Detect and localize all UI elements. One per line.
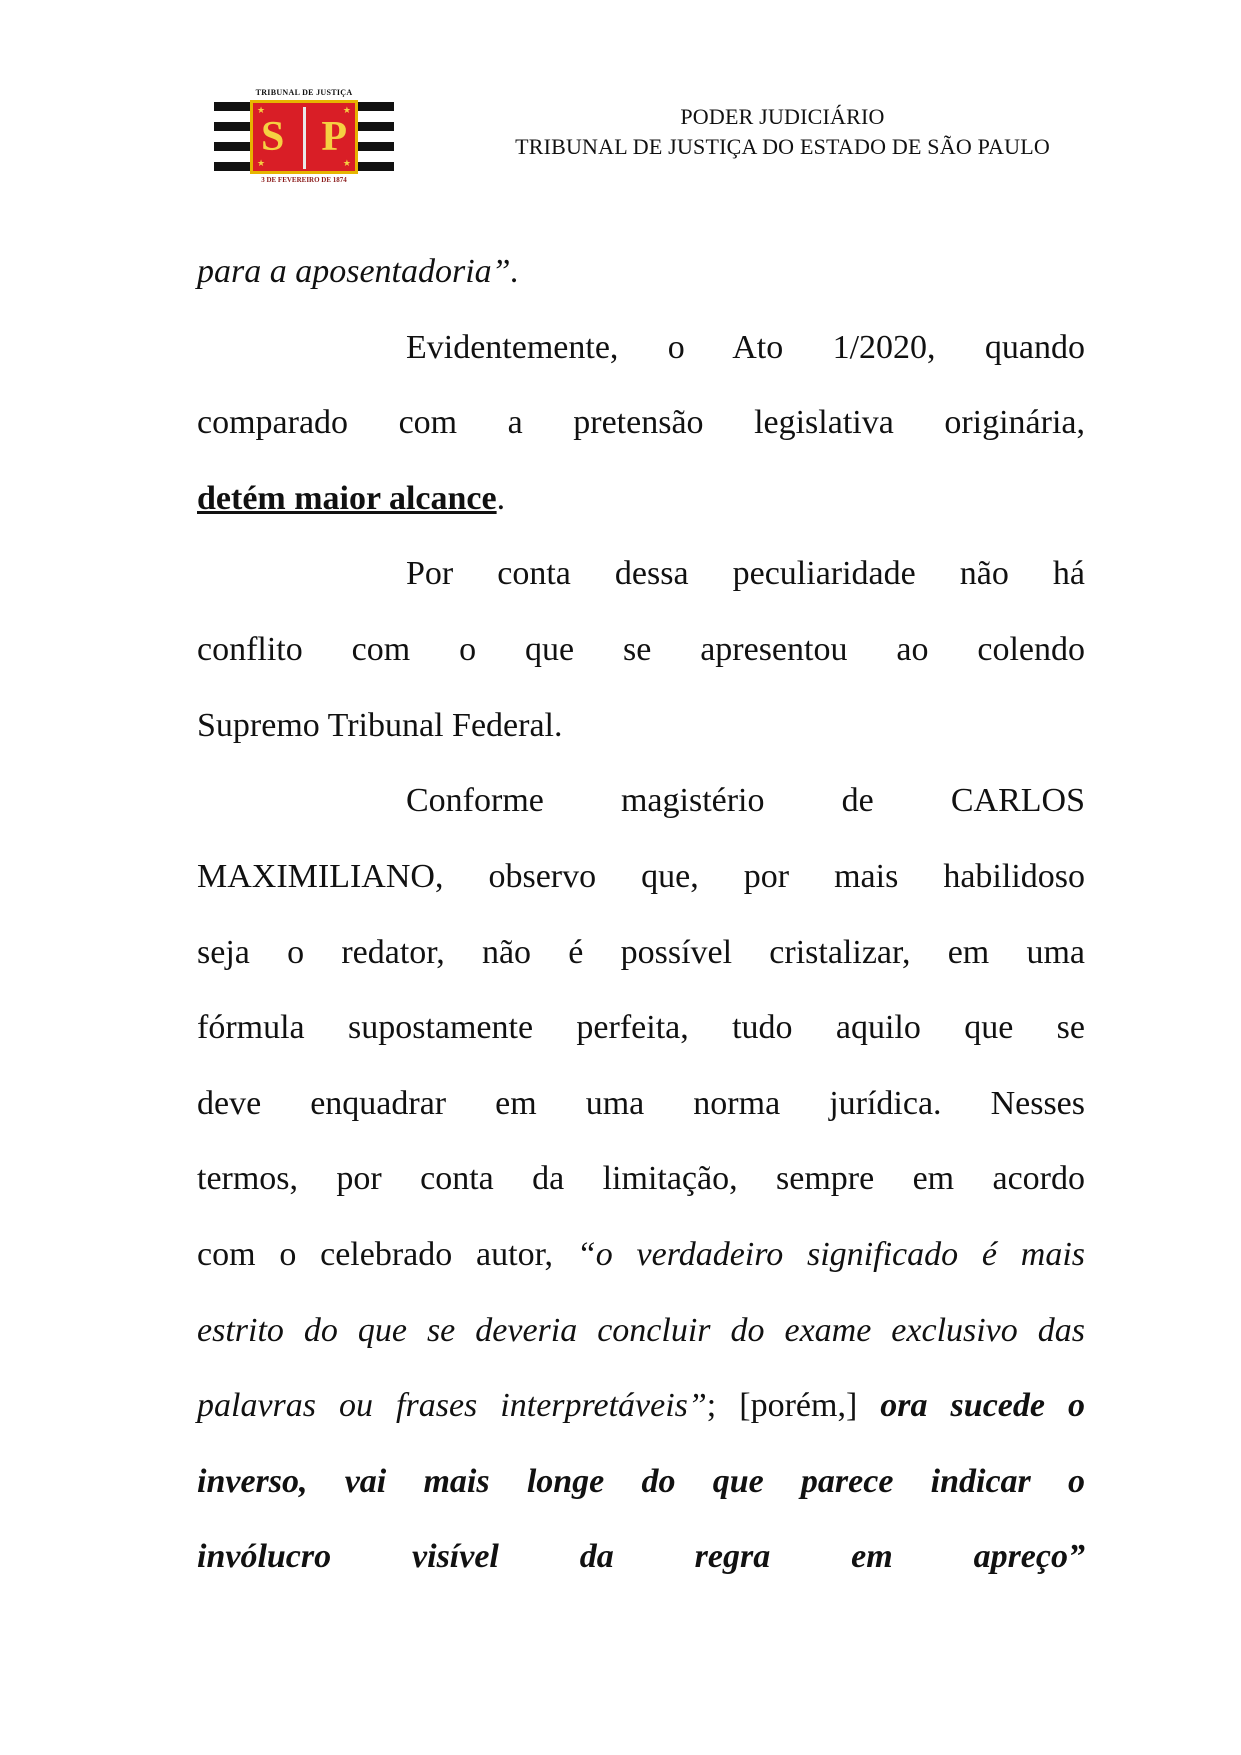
quote-bold-italic: invólucro visível da regra em apreço” [197, 1538, 1085, 1575]
emphasis-bold-underline: detém maior alcance [197, 480, 497, 517]
sword-icon [303, 107, 306, 169]
body-line: Por conta dessa peculiaridade não há [406, 555, 1085, 592]
period: . [496, 480, 506, 517]
star-icon: ★ [257, 158, 266, 168]
body-line [197, 1386, 1085, 1426]
body-line: comparado com a pretensão legislativa originária, [197, 404, 1085, 441]
quote-italic: “o verdadeiro significado é mais [576, 1236, 1086, 1273]
header-tribunal-name: TRIBUNAL DE JUSTIÇA DO ESTADO DE SÃO PAULO [515, 134, 1050, 159]
quote-end: para a aposentadoria”. [197, 253, 520, 290]
body-line: fórmula supostamente perfeita, tudo aquilo que se [197, 1009, 1085, 1046]
text-run: com o celebrado autor, [197, 1236, 577, 1273]
quote-italic: estrito do que se deveria concluir do exame exclusivo das [197, 1312, 1085, 1349]
body-line [197, 1235, 1085, 1275]
body-line [197, 1462, 1085, 1502]
body-line: MAXIMILIANO, observo que, por mais habilidoso [197, 858, 1085, 895]
logo-shield [250, 100, 358, 174]
logo-letter-p: P [321, 114, 347, 160]
tjsp-logo [214, 88, 394, 188]
body-line [197, 479, 1085, 519]
quote-italic: palavras ou frases interpretáveis” [197, 1387, 707, 1424]
star-icon: ★ [342, 105, 351, 115]
star-icon: ★ [342, 158, 351, 168]
quote-bold-italic: inverso, vai mais longe do que parece indicar o [197, 1463, 1085, 1500]
body-line [197, 1311, 1085, 1351]
body-line: conflito com o que se apresentou ao colendo [197, 631, 1085, 668]
quote-bold-italic: ora sucede o [880, 1387, 1085, 1424]
body-line [197, 1537, 1085, 1577]
body-line: Supremo Tribunal Federal. [197, 707, 563, 744]
logo-bottom-text: 3 DE FEVEREIRO DE 1874 [261, 176, 347, 184]
page-header [0, 0, 1241, 200]
body-line [197, 252, 1085, 292]
star-icon: ★ [257, 105, 266, 115]
body-line: deve enquadrar em uma norma jurídica. Nesses [197, 1085, 1085, 1122]
header-poder-judiciario: PODER JUDICIÁRIO [680, 104, 885, 129]
body-line: Evidentemente, o Ato 1/2020, quando [406, 329, 1085, 366]
text-run: ; [porém,] [706, 1387, 881, 1424]
logo-letter-s: S [261, 114, 285, 160]
body-line: Conforme magistério de CARLOS [406, 782, 1085, 819]
body-line: seja o redator, não é possível cristalizar, em uma [197, 934, 1085, 971]
body-line: termos, por conta da limitação, sempre em acordo [197, 1160, 1085, 1197]
logo-top-text: TRIBUNAL DE JUSTIÇA [255, 88, 353, 97]
